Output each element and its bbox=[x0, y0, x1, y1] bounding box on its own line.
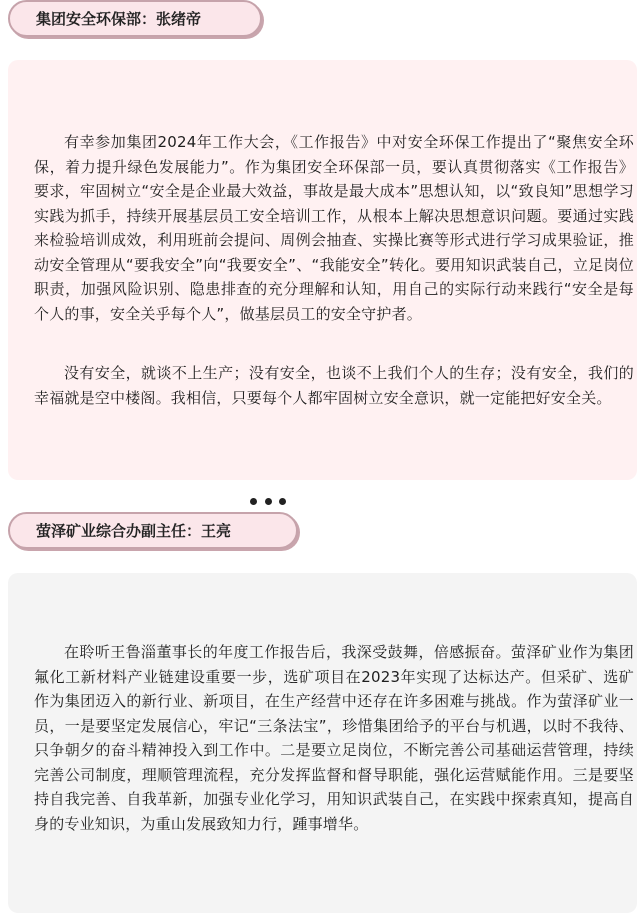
separator-dots bbox=[250, 496, 286, 506]
section-heading-safety bbox=[8, 0, 262, 37]
separator-dot bbox=[250, 498, 257, 505]
section-heading-mining bbox=[8, 512, 298, 549]
statement-card-safety bbox=[8, 60, 637, 480]
section-heading-text: 萤泽矿业综合办副主任：王亮 bbox=[36, 522, 232, 540]
separator-dot bbox=[279, 498, 286, 505]
section-heading-text: 集团安全环保部：张绪帝 bbox=[36, 10, 202, 28]
statement-paragraph: 有幸参加集团2024年工作大会，《工作报告》中对安全环保工作提出了“聚焦安全环保，着力提升绿色发展能力”。作为集团安全环保部一员，要认真贯彻落实《工作报告》要求，牢固树立“安全是企业最大效益，事故是最大成本”思想认知，以“致良知”思想学习实践为抓手，持续开展基层员工安全培训工作，从根本上解决思想意识问题。要通过实践来检验培训成效，利用班前会提问、周例会抽查、实操比赛等形式进行学习成果验证，推动安全管理从“要我安全”向“我要安全”、“我能安全”转化。要用知识武装自己，立足岗位职责，加强风险识别、隐患排查的充分理解和认知，用自己的实际行动来践行“安全是每个人的事，安全关乎每个人”，做基层员工的安全守护者。 bbox=[34, 133, 634, 323]
statement-paragraph: 在聆听王鲁淄董事长的年度工作报告后，我深受鼓舞，倍感振奋。萤泽矿业作为集团氟化工新材料产业链建设重要一步，选矿项目在2023年实现了达标达产。但采矿、选矿作为集团迈入的新行业、新项目，在生产经营中还存在许多困难与挑战。作为萤泽矿业一员，一是要坚定发展信心，牢记“三条法宝”，珍惜集团给予的平台与机遇，以时不我待、只争朝夕的奋斗精神投入到工作中。二是要立足岗位，不断完善公司基础运营管理，持续完善公司制度，理顺管理流程，充分发挥监督和督导职能，强化运营赋能作用。三是要坚持自我完善、自我革新，加强专业化学习，用知识武装自己，在实践中探索真知，提高自身的专业知识，为重山发展致知力行，踵事增华。 bbox=[34, 643, 634, 833]
separator-dot bbox=[265, 498, 272, 505]
statement-card-mining bbox=[8, 573, 637, 913]
statement-paragraph: 没有安全，就谈不上生产；没有安全，也谈不上我们个人的生存；没有安全，我们的幸福就是空中楼阁。我相信，只要每个人都牢固树立安全意识，就一定能把好安全关。 bbox=[34, 364, 634, 407]
